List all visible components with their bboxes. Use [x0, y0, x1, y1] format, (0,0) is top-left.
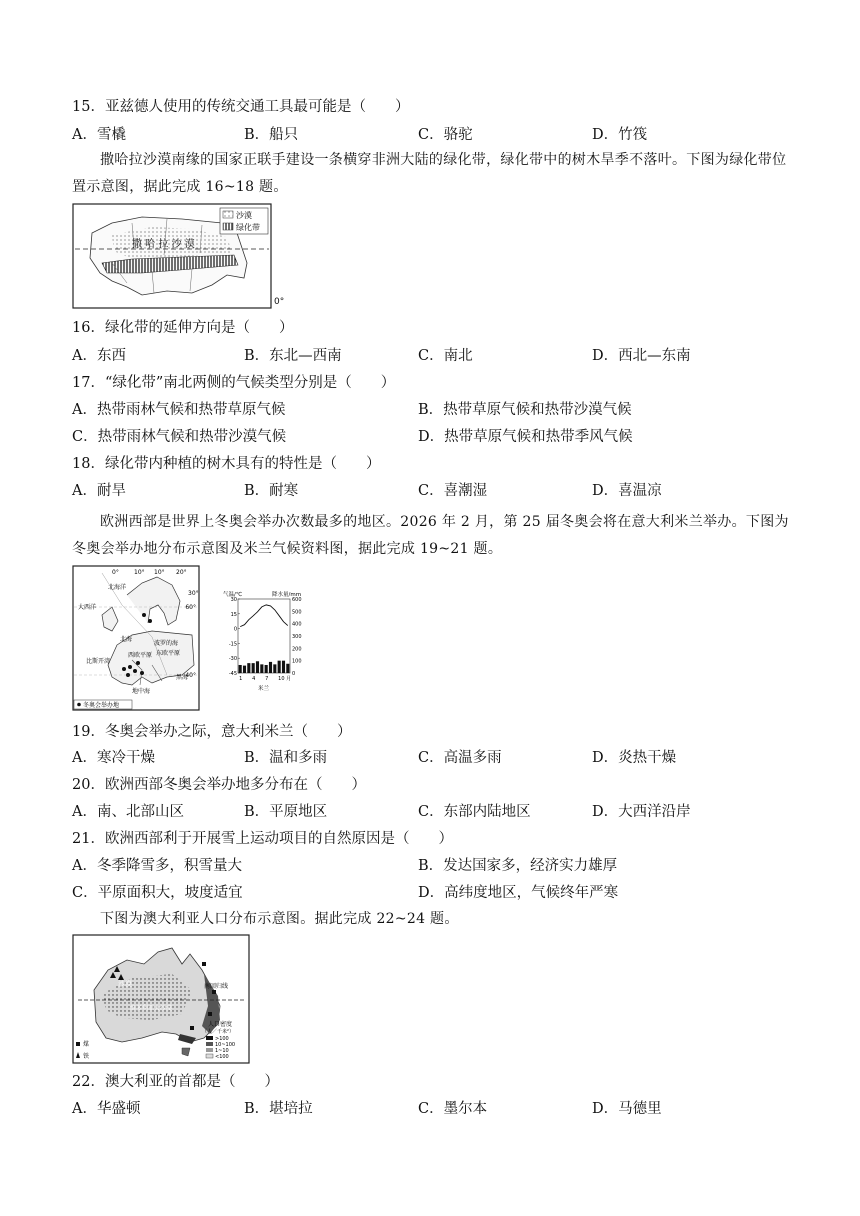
q17-option-b[interactable]: B．热带草原气候和热带沙漠气候 [418, 402, 632, 418]
sahara-label: 撒 哈 拉 沙 漠 [132, 239, 195, 250]
question-20-stem: 20．欧洲西部冬奥会举办地多分布在（ ） [72, 777, 366, 793]
label-black-sea: 黑海 [176, 674, 189, 681]
q20-option-c[interactable]: C．东部内陆地区 [418, 804, 531, 820]
temp-tick-label: 15 [230, 611, 237, 618]
precip-tick-label: 600 [292, 597, 302, 603]
precip-bar [278, 661, 281, 673]
q19-option-b[interactable]: B．温和多雨 [244, 750, 328, 766]
q22-option-b[interactable]: B．堪培拉 [244, 1101, 313, 1117]
label-mediterranean: 地中海 [132, 688, 151, 695]
precip-bar [286, 664, 289, 673]
lon-label-4: 20° [176, 569, 187, 576]
month-tick-label: 7 [265, 676, 269, 682]
month-tick-label: 1 [239, 676, 243, 682]
q17-option-a[interactable]: A．热带雨林气候和热带草原气候 [72, 402, 286, 418]
lat-label-60: 60° [185, 604, 196, 611]
question-16-stem: 16．绿化带的延伸方向是（ ） [72, 320, 294, 336]
temp-tick-label: -45 [228, 671, 237, 677]
label-victoria-desert: 维多利亚大沙漠 [130, 1005, 173, 1012]
q19-option-d[interactable]: D．炎热干燥 [592, 750, 677, 766]
lon-label-5: 30° [188, 590, 199, 597]
legend-item-1: >100 [215, 1036, 229, 1042]
green-belt-map [72, 203, 285, 313]
month-tick-label: 10 月 [278, 676, 292, 682]
q18-option-d[interactable]: D．喜温凉 [592, 483, 662, 499]
lon-label-3: 10° [154, 569, 165, 576]
q17-option-c[interactable]: C．热带雨林气候和热带沙漠气候 [72, 429, 287, 445]
q16-option-d[interactable]: D．西北—东南 [592, 348, 691, 364]
legend-item-2: 10~100 [215, 1042, 236, 1048]
intro-paragraph-1: 撒哈拉沙漠南缘的国家正联手建设一条横穿非洲大陆的绿化带，绿化带中的树木旱季不落叶。下图为绿化带位置示意图，据此完成 16~18 题。 [72, 152, 787, 195]
q15-option-b[interactable]: B．船只 [244, 127, 299, 143]
precip-bar [247, 663, 250, 673]
lon-label-1: 10° [134, 569, 145, 576]
label-north-sea: 北海 [120, 636, 133, 643]
precip-bar [256, 661, 259, 673]
intro-paragraph-3: 下图为澳大利亚人口分布示意图。据此完成 22~24 题。 [100, 911, 459, 927]
temp-tick-label: -15 [228, 641, 237, 648]
intro-paragraph-2: 欧洲西部是世界上冬奥会举办次数最多的地区。2026 年 2 月，第 25 届冬奥会将在意大利米兰举办。下图为冬奥会举办地分布示意图及米兰气候资料图，据此完成 19~21 题。 [72, 514, 789, 557]
temp-tick-label: -30 [228, 656, 237, 663]
label-tropic-capricorn: 南回归线 [204, 983, 229, 990]
equator-label: 0° [274, 297, 285, 307]
label-atlantic: 大西洋 [78, 604, 97, 611]
q18-option-c[interactable]: C．喜潮湿 [418, 483, 488, 499]
q21-option-a[interactable]: A．冬季降雪多，积雪量大 [72, 858, 242, 874]
question-21-stem: 21．欧洲西部利于开展雪上运动项目的自然原因是（ ） [72, 831, 453, 847]
label-baltic: 波罗的海 [154, 640, 179, 647]
legend-item-3: 1~10 [215, 1048, 229, 1054]
place-label: 米兰 [258, 686, 270, 692]
q21-option-d[interactable]: D．高纬度地区，气候终年严寒 [418, 885, 619, 901]
precip-bar [282, 661, 285, 673]
q19-option-c[interactable]: C．高温多雨 [418, 750, 502, 766]
q21-option-c[interactable]: C．平原面积大，坡度适宜 [72, 885, 243, 901]
q15-option-c[interactable]: C．骆驼 [418, 127, 473, 143]
q22-option-a[interactable]: A．华盛顿 [72, 1101, 141, 1117]
legend-olympics: 冬奥会举办地 [83, 702, 120, 709]
q21-option-b[interactable]: B．发达国家多，经济实力雄厚 [418, 858, 618, 874]
label-north-ocean: 北海洋 [108, 584, 127, 591]
q22-option-d[interactable]: D．马德里 [592, 1101, 662, 1117]
temp-tick-label: 30 [230, 597, 237, 603]
precip-axis-title: 降水量/mm [272, 592, 302, 598]
europe-olympics-map [72, 565, 202, 713]
q16-option-c[interactable]: C．南北 [418, 348, 473, 364]
question-17-stem: 17．“绿化带”南北两侧的气候类型分别是（ ） [72, 375, 396, 391]
q19-option-a[interactable]: A．寒冷干燥 [72, 750, 155, 766]
q16-option-a[interactable]: A．东西 [72, 348, 126, 364]
q18-option-a[interactable]: A．耐旱 [72, 483, 126, 499]
q16-option-b[interactable]: B．东北—西南 [244, 348, 342, 364]
month-tick-label: 4 [252, 676, 256, 682]
precip-bar [260, 664, 263, 673]
label-west-europe-plain: 西欧平原 [128, 652, 153, 659]
precip-bar [252, 663, 255, 673]
q20-option-d[interactable]: D．大西洋沿岸 [592, 804, 691, 820]
milan-climate-chart [222, 588, 306, 692]
q22-option-c[interactable]: C．墨尔本 [418, 1101, 488, 1117]
australia-population-map [72, 934, 250, 1066]
lat-label-40: 40° [185, 672, 196, 679]
q15-option-d[interactable]: D．竹筏 [592, 127, 648, 143]
label-biscay: 比斯开湾 [86, 658, 111, 665]
precip-tick-label: 500 [292, 609, 302, 616]
q17-option-d[interactable]: D．热带草原气候和热带季风气候 [418, 429, 633, 445]
q20-option-b[interactable]: B．平原地区 [244, 804, 328, 820]
q20-option-a[interactable]: A．南、北部山区 [72, 804, 184, 820]
precip-bar [265, 665, 268, 673]
lon-label-2: 0° [112, 569, 119, 576]
precip-tick-label: 400 [292, 621, 302, 628]
precip-bar [239, 665, 242, 673]
temp-axis-title: 气温/℃ [223, 592, 243, 598]
q15-option-a[interactable]: A．雪橇 [72, 127, 126, 143]
label-desert: 沙漠 [118, 980, 132, 988]
legend-desert-label: 沙漠 [236, 211, 252, 220]
question-22-stem: 22．澳大利亚的首都是（ ） [72, 1074, 279, 1090]
question-18-stem: 18．绿化带内种植的树木具有的特性是（ ） [72, 456, 381, 472]
temperature-line [240, 605, 288, 627]
precip-tick-label: 300 [292, 634, 302, 640]
q18-option-b[interactable]: B．耐寒 [244, 483, 299, 499]
precip-tick-label: 100 [292, 658, 302, 665]
precip-bar [273, 664, 276, 673]
precip-bar [243, 666, 246, 673]
legend-title: 人口密度 [208, 1021, 233, 1028]
question-19-stem: 19．冬奥会举办之际，意大利米兰（ ） [72, 724, 352, 740]
legend-belt-label: 绿化带 [236, 223, 260, 232]
temp-tick-label: 0 [233, 626, 237, 633]
precip-tick-label: 200 [292, 646, 302, 653]
legend-item-4: <100 [215, 1054, 229, 1060]
question-15-stem: 15．亚兹德人使用的传统交通工具最可能是（ ） [72, 99, 410, 115]
legend-unit: （人／千米²） [202, 1029, 235, 1035]
legend-coal: 煤 [83, 1041, 90, 1048]
legend-iron: 铁 [83, 1053, 90, 1060]
precip-bar [269, 662, 272, 673]
precip-tick-label: 0 [292, 671, 296, 677]
label-east-europe-plain: 东欧平原 [156, 650, 181, 657]
